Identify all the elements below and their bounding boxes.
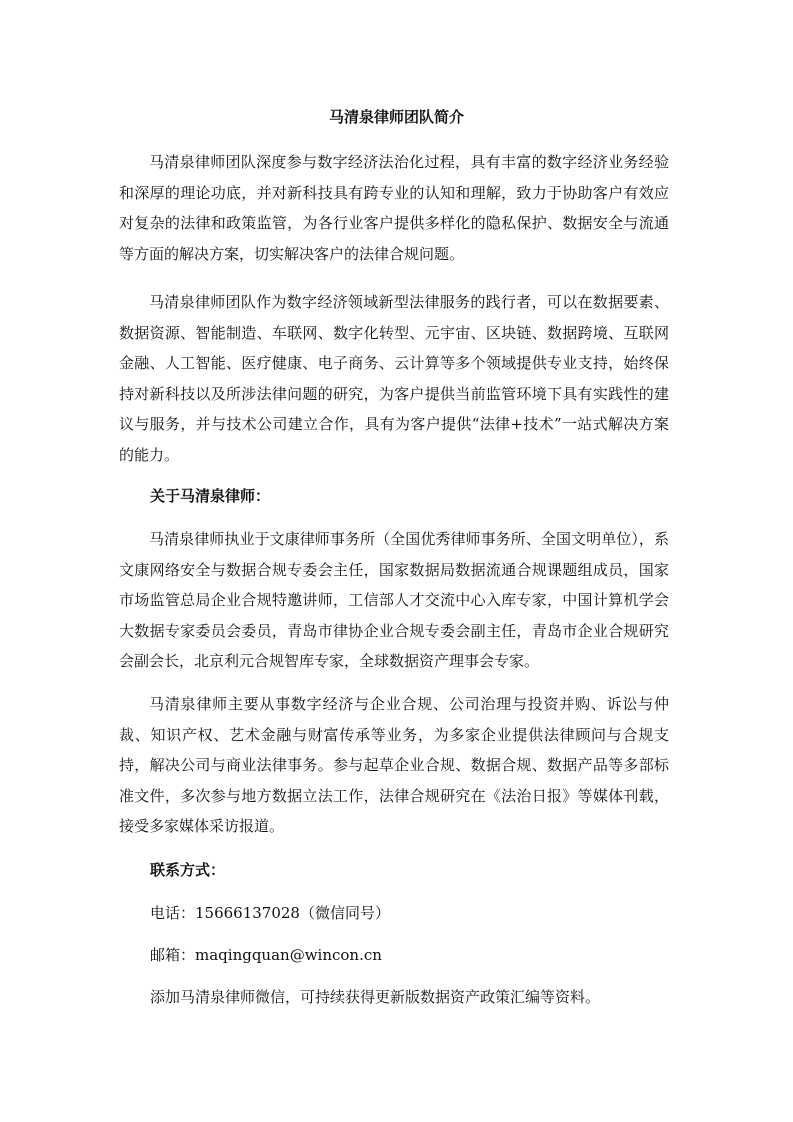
about-paragraph-2: 马清泉律师主要从事数字经济与企业合规、公司治理与投资并购、诉讼与仲裁、知识产权、艺术金融与财富传承等业务，为多家企业提供法律顾问与合规支持，解决公司与商业法律事务。参与起草企业合规、数据合规、数据产品等多部标准文件，多次参与地方数据立法工作，法律合规研究在《法治日报》等媒体刊载，接受多家媒体采访报道。 bbox=[119, 695, 669, 835]
team-intro-paragraph-1: 马清泉律师团队深度参与数字经济法治化过程，具有丰富的数字经济业务经验和深厚的理论功底，并对新科技具有跨专业的认知和理解，致力于协助客户有效应对复杂的法律和政策监管，为各行业客户提供多样化的隐私保护、数据安全与流通等方面的解决方案，切实解决客户的法律合规问题。 bbox=[119, 153, 669, 263]
contact-heading: 联系方式： bbox=[150, 861, 226, 879]
team-intro-paragraph-2: 马清泉律师团队作为数字经济领域新型法律服务的践行者，可以在数据要素、数据资源、智能制造、车联网、数字化转型、元宇宙、区块链、数据跨境、互联网金融、人工智能、医疗健康、电子商务、云计算等多个领域提供专业支持，始终保持对新科技以及所涉法律问题的研究，为客户提供当前监管环境下具有实践性的建议与服务，并与技术公司建立合作，具有为客户提供“法律+技术”一站式解决方案的能力。 bbox=[119, 293, 669, 464]
contact-email: 邮箱：maqingquan@wincon.cn bbox=[150, 946, 382, 964]
about-paragraph-1: 马清泉律师执业于文康律师事务所（全国优秀律师事务所、全国文明单位），系文康网络安全与数据合规专委会主任，国家数据局数据流通合规课题组成员，国家市场监管总局企业合规特邀讲师，工信部人才交流中心入库专家，中国计算机学会大数据专家委员会委员，青岛市律协企业合规专委会副主任，青岛市企业合规研究会副会长，北京利元合规智库专家，全球数据资产理事会专家。 bbox=[119, 530, 669, 670]
contact-note: 添加马清泉律师微信，可持续获得更新版数据资产政策汇编等资料。 bbox=[150, 988, 601, 1006]
contact-phone: 电话：15666137028（微信同号） bbox=[150, 904, 390, 922]
document-title: 马清泉律师团队简介 bbox=[328, 108, 464, 126]
about-heading: 关于马清泉律师： bbox=[150, 487, 271, 505]
